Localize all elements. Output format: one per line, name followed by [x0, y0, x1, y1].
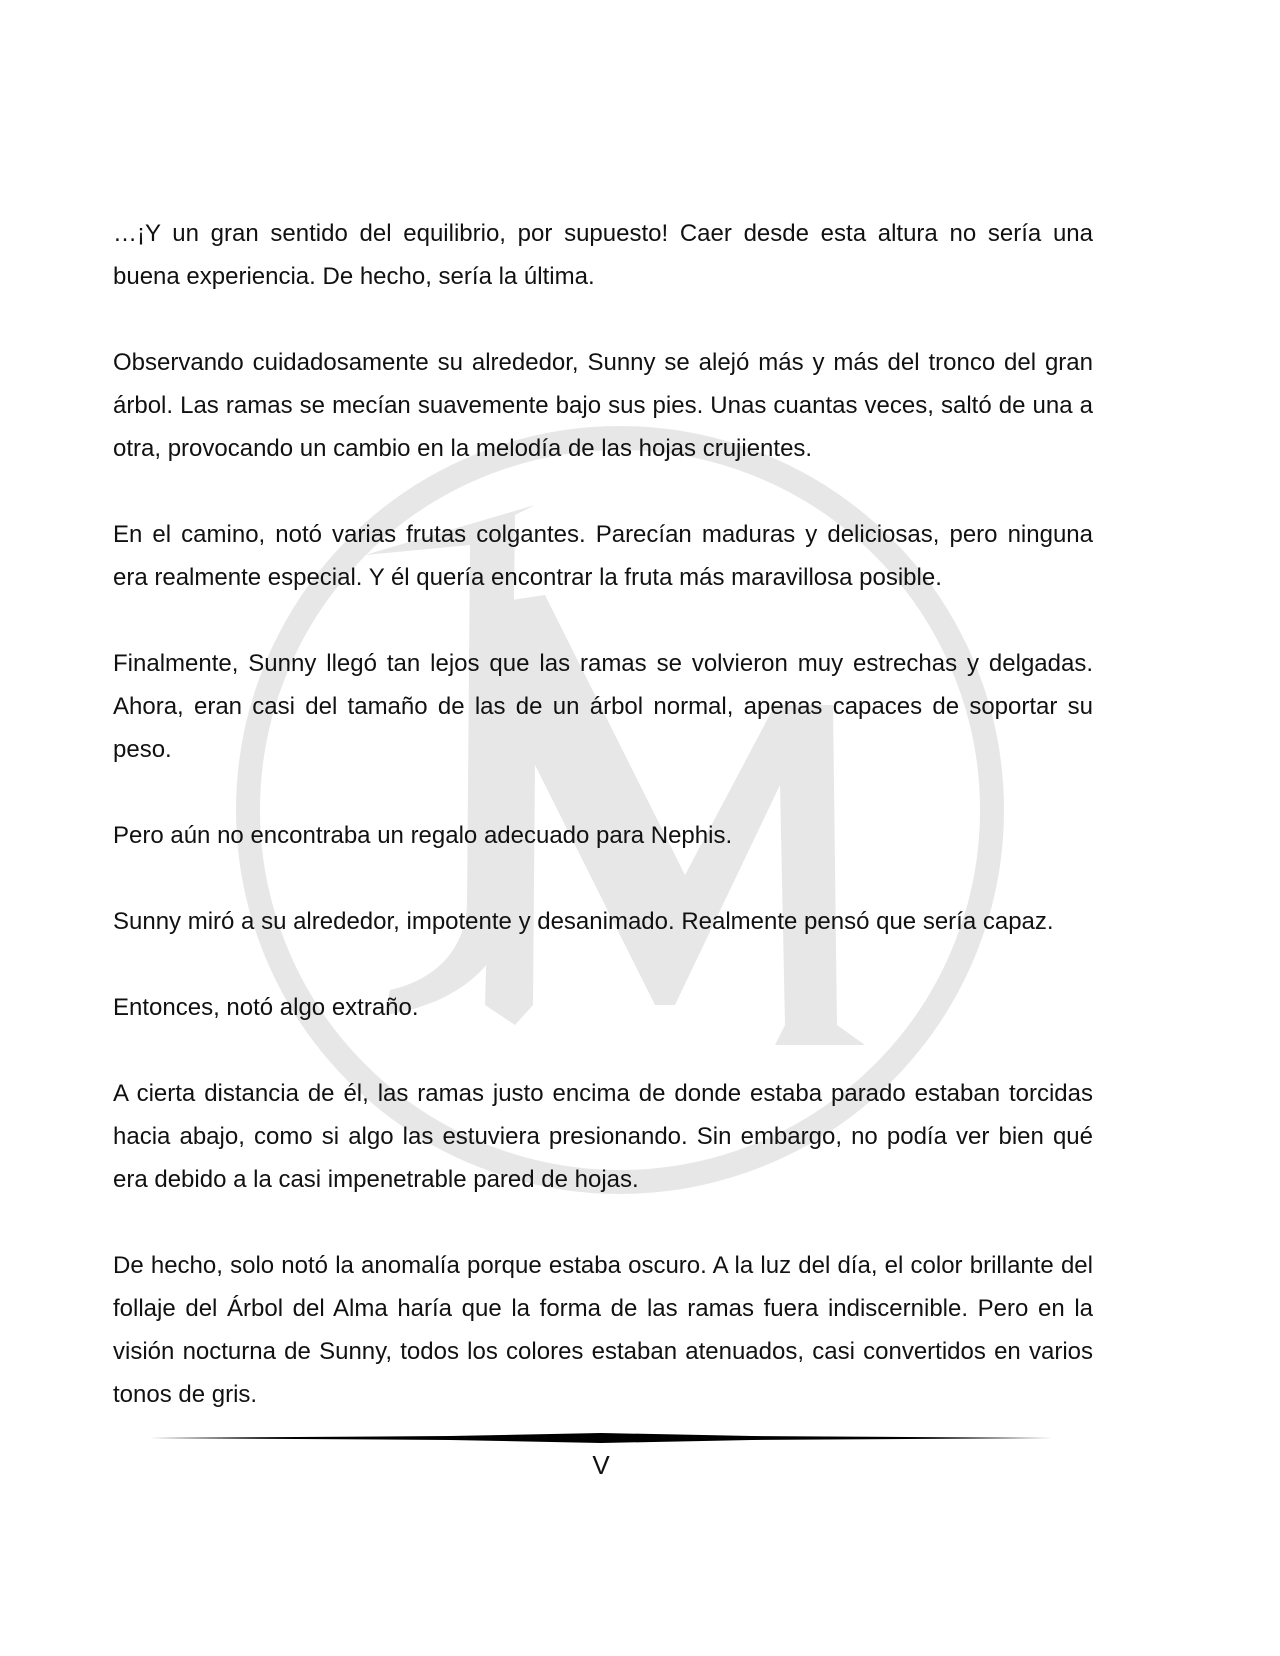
paragraph-2: Observando cuidadosamente su alrededor, Sunny se alejó más y más del tronco del gran árbol. Las ramas se mecían suavemente bajo sus pies. Unas cuantas veces, saltó de una a otra, provocando un cambio en la melodía de las hojas crujientes.	[113, 349, 1093, 462]
paragraph-1: …¡Y un gran sentido del equilibrio, por supuesto! Caer desde esta altura no sería una buena experiencia. De hecho, sería la última.	[113, 220, 1093, 290]
paragraph-6: Sunny miró a su alrededor, impotente y desanimado. Realmente pensó que sería capaz.	[113, 908, 1054, 935]
paragraph-8: A cierta distancia de él, las ramas justo encima de donde estaba parado estaban torcidas hacia abajo, como si algo las estuviera presionando. Sin embargo, no podía ver bien qué era debido a la casi impenetrable pared de hojas.	[113, 1080, 1093, 1193]
footer-divider	[150, 1432, 1052, 1444]
paragraph-9: De hecho, solo notó la anomalía porque estaba oscuro. A la luz del día, el color brillante del follaje del Árbol del Alma haría que la forma de las ramas fuera indiscernible. Pero en la visión nocturna de Sunny, todos los colores estaban atenuados, casi convertidos en varios tonos de gris.	[113, 1252, 1093, 1408]
body-text	[113, 212, 1093, 1459]
paragraph-3: En el camino, notó varias frutas colgantes. Parecían maduras y deliciosas, pero ninguna era realmente especial. Y él quería encontrar la fruta más maravillosa posible.	[113, 521, 1093, 591]
page-number: V	[592, 1450, 610, 1480]
paragraph-7: Entonces, notó algo extraño.	[113, 994, 419, 1021]
paragraph-5: Pero aún no encontraba un regalo adecuado para Nephis.	[113, 822, 733, 849]
paragraph-4: Finalmente, Sunny llegó tan lejos que las ramas se volvieron muy estrechas y delgadas. Ahora, eran casi del tamaño de las de un árbol normal, apenas capaces de soportar su peso.	[113, 650, 1093, 763]
